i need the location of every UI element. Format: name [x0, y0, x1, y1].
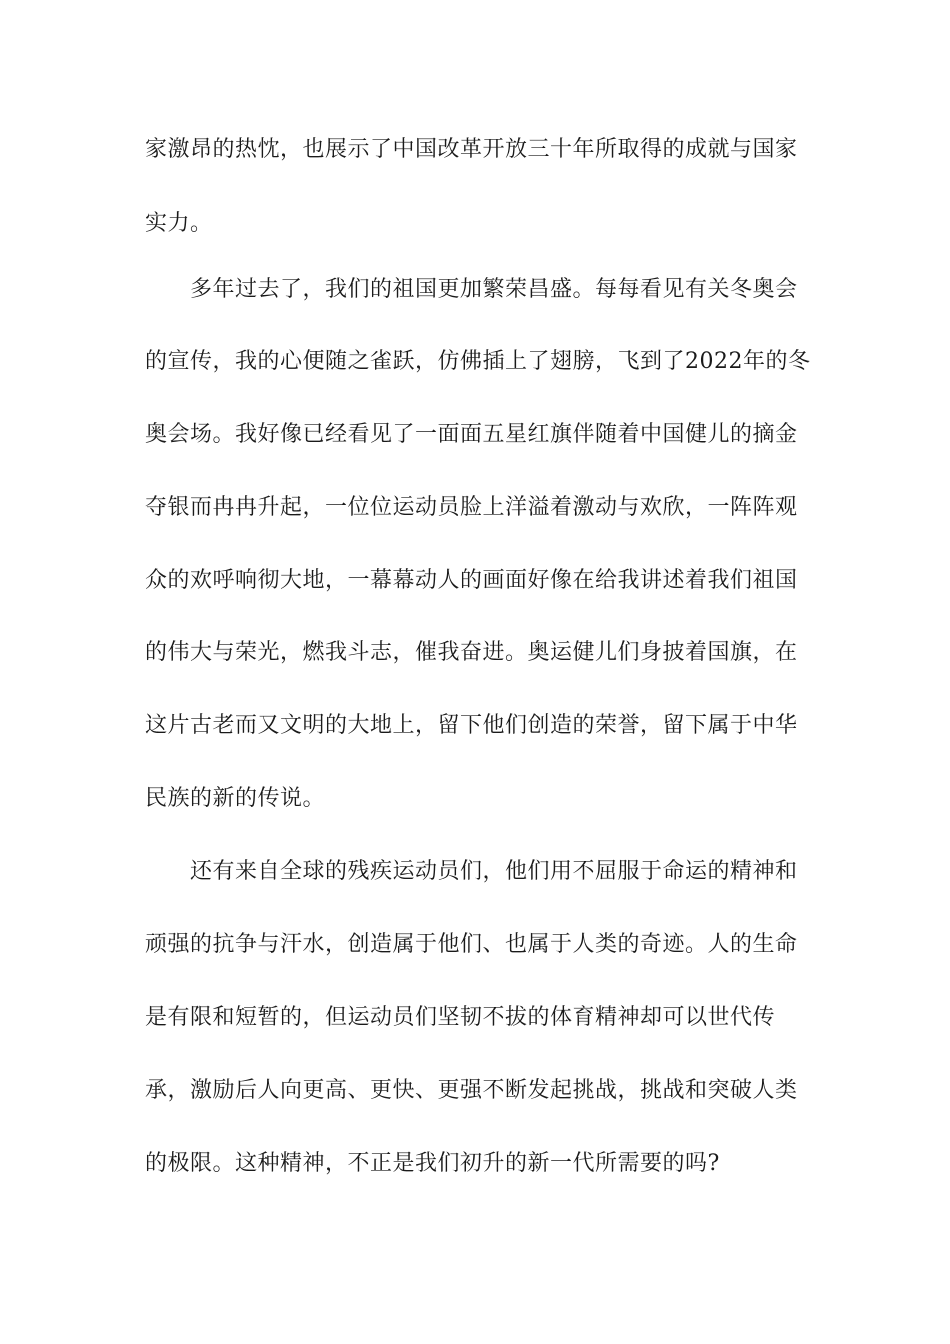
- paragraph-line: 承，激励后人向更高、更快、更强不断发起挑战，挑战和突破人类: [145, 1078, 798, 1103]
- paragraph-line: 的极限。这种精神，不正是我们初升的新一代所需要的吗?: [145, 1151, 720, 1176]
- paragraph-line: 这片古老而又文明的大地上，留下他们创造的荣誉，留下属于中华: [145, 713, 798, 738]
- paragraph-line: 奥会场。我好像已经看见了一面面五星红旗伴随着中国健儿的摘金: [145, 422, 798, 447]
- paragraph-line: 家激昂的热忱，也展示了中国改革开放三十年所取得的成就与国家: [145, 137, 798, 162]
- paragraph-line: 还有来自全球的残疾运动员们，他们用不屈服于命运的精神和: [190, 859, 798, 884]
- paragraph-line: 众的欢呼响彻大地，一幕幕动人的画面好像在给我讲述着我们祖国: [145, 568, 798, 593]
- paragraph-line: 民族的新的传说。: [145, 786, 326, 811]
- paragraph-line: 的伟大与荣光，燃我斗志，催我奋进。奥运健儿们身披着国旗，在: [145, 640, 798, 665]
- paragraph-line: 实力。: [145, 211, 213, 236]
- paragraph-line: 的宣传，我的心便随之雀跃，仿佛插上了翅膀，飞到了2022年的冬: [145, 349, 811, 374]
- paragraph-line: 多年过去了，我们的祖国更加繁荣昌盛。每每看见有关冬奥会: [190, 277, 798, 302]
- paragraph-line: 顽强的抗争与汗水，创造属于他们、也属于人类的奇迹。人的生命: [145, 932, 798, 957]
- paragraph-line: 夺银而冉冉升起，一位位运动员脸上洋溢着激动与欢欣，一阵阵观: [145, 495, 798, 520]
- paragraph-line: 是有限和短暂的，但运动员们坚韧不拔的体育精神却可以世代传: [145, 1005, 776, 1030]
